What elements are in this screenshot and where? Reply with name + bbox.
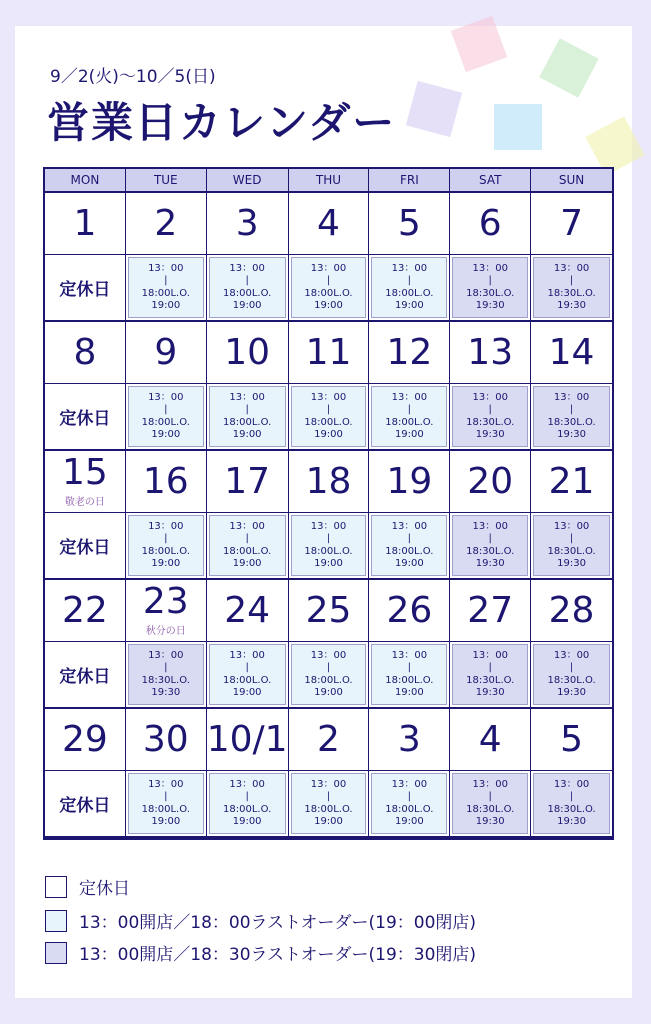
date-cell bbox=[207, 322, 289, 384]
date-cell bbox=[369, 709, 450, 771]
hours-open: 13：00 bbox=[391, 391, 428, 403]
hours-lo: 18:00L.O. bbox=[385, 545, 434, 557]
hours-sep: | bbox=[245, 275, 249, 286]
hours-open: 13：00 bbox=[310, 649, 347, 661]
hours-sep: | bbox=[245, 791, 249, 802]
hours-open: 13：00 bbox=[553, 262, 590, 274]
hours-cell bbox=[45, 771, 126, 838]
date-number: 16 bbox=[142, 460, 189, 502]
date-cell bbox=[289, 322, 370, 384]
hours-sep: | bbox=[488, 662, 492, 673]
date-cell bbox=[289, 709, 370, 771]
hours-1800-lo bbox=[291, 773, 367, 834]
hours-open: 13：00 bbox=[148, 520, 184, 532]
hours-lo: 18:00L.O. bbox=[141, 416, 190, 428]
hours-close: 19:30 bbox=[557, 300, 586, 311]
day-header-sun: SUN bbox=[531, 169, 612, 193]
hours-1800-lo bbox=[209, 515, 286, 576]
date-number: 5 bbox=[560, 718, 584, 760]
hours-cell bbox=[126, 642, 207, 709]
hours-close: 19:30 bbox=[475, 300, 505, 311]
hours-1800-lo bbox=[291, 644, 367, 705]
day-header-fri: FRI bbox=[369, 169, 450, 193]
hours-sep: | bbox=[488, 404, 492, 415]
hours-1800-lo bbox=[128, 773, 204, 834]
hours-close: 19:00 bbox=[314, 816, 343, 827]
legend-text: 定休日 bbox=[79, 879, 130, 899]
hours-open: 13：00 bbox=[229, 262, 265, 274]
hours-close: 19:00 bbox=[394, 429, 424, 440]
date-number: 28 bbox=[548, 589, 595, 631]
hours-lo: 18:00L.O. bbox=[223, 416, 272, 428]
date-cell bbox=[369, 322, 450, 384]
hours-1830-lo bbox=[452, 773, 528, 834]
date-cell bbox=[126, 709, 207, 771]
date-cell bbox=[369, 580, 450, 642]
hours-1800-lo bbox=[371, 515, 447, 576]
hours-close: 19:30 bbox=[557, 816, 586, 827]
date-number: 3 bbox=[397, 718, 421, 760]
hours-1800-lo bbox=[128, 386, 204, 447]
date-number: 17 bbox=[224, 460, 271, 502]
hours-1830-lo bbox=[533, 515, 610, 576]
date-number: 7 bbox=[560, 202, 584, 244]
page-title: 営業日カレンダー bbox=[47, 98, 397, 147]
hours-sep: | bbox=[164, 533, 168, 544]
date-cell bbox=[126, 580, 207, 642]
hours-open: 13：00 bbox=[472, 262, 508, 274]
hours-close: 19:30 bbox=[557, 558, 586, 569]
hours-close: 19:00 bbox=[394, 300, 424, 311]
hours-cell bbox=[45, 642, 126, 709]
date-number: 22 bbox=[62, 589, 108, 631]
hours-sep: | bbox=[164, 662, 168, 673]
date-number: 20 bbox=[467, 460, 514, 502]
hours-sep: | bbox=[326, 662, 331, 673]
hours-lo: 18:00L.O. bbox=[385, 416, 434, 428]
hours-open: 13：00 bbox=[229, 520, 265, 532]
hours-open: 13：00 bbox=[148, 262, 184, 274]
date-number: 5 bbox=[397, 202, 421, 244]
hours-lo: 18:30L.O. bbox=[141, 674, 190, 686]
legend-swatch bbox=[45, 910, 67, 932]
hours-open: 13：00 bbox=[553, 520, 590, 532]
date-cell bbox=[531, 322, 612, 384]
hours-open: 13：00 bbox=[391, 262, 428, 274]
hours-close: 19:00 bbox=[314, 429, 343, 440]
date-number: 11 bbox=[305, 331, 352, 373]
hours-1830-lo bbox=[533, 386, 610, 447]
date-cell bbox=[207, 193, 289, 255]
hours-sep: | bbox=[407, 662, 412, 673]
hours-lo: 18:30L.O. bbox=[466, 803, 515, 815]
hours-close: 19:30 bbox=[475, 558, 505, 569]
hours-open: 13：00 bbox=[391, 520, 428, 532]
hours-sep: | bbox=[407, 791, 412, 802]
hours-1830-lo bbox=[533, 773, 610, 834]
date-cell bbox=[45, 709, 126, 771]
hours-1800-lo bbox=[371, 257, 447, 318]
hours-open: 13：00 bbox=[148, 649, 184, 661]
hours-close: 19:00 bbox=[314, 687, 343, 698]
hours-lo: 18:30L.O. bbox=[547, 803, 596, 815]
hours-cell bbox=[369, 384, 450, 451]
date-cell bbox=[450, 709, 531, 771]
hours-lo: 18:30L.O. bbox=[547, 416, 596, 428]
date-number: 25 bbox=[305, 589, 352, 631]
hours-lo: 18:00L.O. bbox=[223, 674, 272, 686]
hours-close: 19:00 bbox=[151, 558, 181, 569]
hours-1830-lo bbox=[128, 644, 204, 705]
hours-close: 19:00 bbox=[394, 558, 424, 569]
hours-open: 13：00 bbox=[229, 649, 265, 661]
hours-1800-lo bbox=[291, 515, 367, 576]
hours-cell bbox=[450, 513, 531, 580]
hours-close: 19:00 bbox=[232, 558, 262, 569]
date-number: 30 bbox=[142, 718, 189, 760]
date-number: 4 bbox=[317, 202, 340, 244]
hours-cell bbox=[369, 255, 450, 322]
hours-sep: | bbox=[407, 404, 412, 415]
date-cell bbox=[450, 451, 531, 513]
hours-cell bbox=[45, 513, 126, 580]
hours-open: 13：00 bbox=[553, 649, 590, 661]
hours-sep: | bbox=[569, 275, 574, 286]
legend-swatch bbox=[45, 942, 67, 964]
hours-sep: | bbox=[164, 404, 168, 415]
hours-sep: | bbox=[569, 662, 574, 673]
hours-sep: | bbox=[326, 533, 331, 544]
holiday-label: 敬老の日 bbox=[64, 497, 105, 508]
hours-cell bbox=[289, 513, 370, 580]
date-number: 2 bbox=[154, 202, 178, 244]
hours-lo: 18:30L.O. bbox=[547, 287, 596, 299]
hours-sep: | bbox=[326, 275, 331, 286]
hours-cell bbox=[450, 255, 531, 322]
hours-1800-lo bbox=[209, 773, 286, 834]
legend-text: 13：00開店／18：30ラストオーダー(19：30閉店) bbox=[79, 945, 477, 965]
hours-cell bbox=[289, 384, 370, 451]
hours-lo: 18:00L.O. bbox=[385, 287, 434, 299]
hours-open: 13：00 bbox=[472, 778, 508, 790]
date-cell bbox=[450, 193, 531, 255]
hours-sep: | bbox=[164, 791, 168, 802]
day-header-mon: MON bbox=[45, 169, 126, 193]
date-number: 15 bbox=[62, 452, 108, 493]
date-number: 13 bbox=[467, 331, 514, 373]
day-header-tue: TUE bbox=[126, 169, 207, 193]
legend-swatch bbox=[45, 876, 67, 898]
date-number: 27 bbox=[467, 589, 514, 631]
hours-sep: | bbox=[326, 791, 331, 802]
date-cell bbox=[531, 580, 612, 642]
hours-1800-lo bbox=[128, 257, 204, 318]
hours-sep: | bbox=[245, 404, 249, 415]
date-number: 6 bbox=[478, 202, 502, 244]
date-number: 24 bbox=[224, 589, 271, 631]
hours-lo: 18:00L.O. bbox=[304, 287, 353, 299]
hours-lo: 18:30L.O. bbox=[466, 545, 515, 557]
hours-cell bbox=[289, 255, 370, 322]
hours-lo: 18:00L.O. bbox=[304, 803, 353, 815]
hours-open: 13：00 bbox=[391, 778, 428, 790]
closed-day-label: 定休日 bbox=[59, 409, 111, 429]
date-cell bbox=[531, 193, 612, 255]
hours-lo: 18:30L.O. bbox=[466, 287, 515, 299]
hours-cell bbox=[207, 255, 289, 322]
hours-1830-lo bbox=[452, 257, 528, 318]
hours-cell bbox=[450, 771, 531, 838]
hours-lo: 18:00L.O. bbox=[304, 545, 353, 557]
hours-open: 13：00 bbox=[472, 520, 508, 532]
closed-day-label: 定休日 bbox=[59, 796, 111, 816]
hours-cell bbox=[531, 642, 612, 709]
hours-cell bbox=[289, 771, 370, 838]
date-cell bbox=[369, 451, 450, 513]
hours-sep: | bbox=[407, 533, 412, 544]
legend-item-a bbox=[45, 908, 476, 933]
date-cell bbox=[45, 193, 126, 255]
date-range: 9／2(火)〜10／5(日) bbox=[50, 67, 216, 87]
date-number: 4 bbox=[478, 718, 502, 760]
hours-cell bbox=[369, 642, 450, 709]
date-cell bbox=[126, 322, 207, 384]
legend-item-closed bbox=[45, 874, 130, 899]
hours-cell bbox=[369, 771, 450, 838]
hours-open: 13：00 bbox=[310, 520, 347, 532]
hours-lo: 18:30L.O. bbox=[466, 416, 515, 428]
date-cell bbox=[531, 451, 612, 513]
hours-cell bbox=[126, 771, 207, 838]
closed-day-label: 定休日 bbox=[59, 538, 111, 558]
hours-1800-lo bbox=[209, 257, 286, 318]
date-cell bbox=[289, 451, 370, 513]
hours-close: 19:00 bbox=[314, 558, 343, 569]
date-cell bbox=[207, 580, 289, 642]
hours-cell bbox=[531, 255, 612, 322]
hours-open: 13：00 bbox=[229, 778, 265, 790]
date-cell bbox=[45, 451, 126, 513]
date-number: 8 bbox=[73, 331, 97, 373]
date-number: 19 bbox=[386, 460, 433, 502]
day-header-wed: WED bbox=[207, 169, 289, 193]
hours-cell bbox=[531, 771, 612, 838]
date-number: 1 bbox=[73, 202, 97, 244]
hours-cell bbox=[531, 513, 612, 580]
hours-1800-lo bbox=[371, 386, 447, 447]
holiday-label: 秋分の日 bbox=[145, 626, 186, 637]
hours-lo: 18:00L.O. bbox=[141, 287, 190, 299]
date-cell bbox=[126, 193, 207, 255]
hours-cell bbox=[207, 513, 289, 580]
hours-lo: 18:00L.O. bbox=[223, 287, 272, 299]
hours-lo: 18:00L.O. bbox=[141, 545, 190, 557]
hours-close: 19:00 bbox=[232, 429, 262, 440]
date-number: 23 bbox=[142, 581, 189, 622]
hours-close: 19:30 bbox=[475, 816, 505, 827]
hours-close: 19:00 bbox=[314, 300, 343, 311]
date-cell bbox=[450, 580, 531, 642]
day-header-sat: SAT bbox=[450, 169, 531, 193]
hours-1830-lo bbox=[452, 515, 528, 576]
hours-cell bbox=[207, 384, 289, 451]
date-cell bbox=[126, 451, 207, 513]
hours-open: 13：00 bbox=[310, 262, 347, 274]
hours-sep: | bbox=[488, 791, 492, 802]
hours-cell bbox=[126, 513, 207, 580]
hours-lo: 18:30L.O. bbox=[466, 674, 515, 686]
date-number: 10/1 bbox=[206, 718, 288, 760]
hours-lo: 18:00L.O. bbox=[223, 803, 272, 815]
date-number: 14 bbox=[548, 331, 595, 373]
date-cell bbox=[450, 322, 531, 384]
hours-close: 19:00 bbox=[232, 816, 262, 827]
hours-close: 19:00 bbox=[232, 687, 262, 698]
hours-lo: 18:00L.O. bbox=[385, 674, 434, 686]
date-cell bbox=[207, 451, 289, 513]
date-number: 29 bbox=[62, 718, 108, 760]
hours-cell bbox=[289, 642, 370, 709]
hours-1800-lo bbox=[371, 644, 447, 705]
blue-square-decoration bbox=[494, 104, 542, 150]
date-cell bbox=[289, 193, 370, 255]
date-cell bbox=[531, 709, 612, 771]
hours-1830-lo bbox=[533, 257, 610, 318]
date-number: 18 bbox=[305, 460, 352, 502]
hours-open: 13：00 bbox=[310, 778, 347, 790]
hours-open: 13：00 bbox=[472, 649, 508, 661]
closed-day-label: 定休日 bbox=[59, 667, 111, 687]
calendar-grid bbox=[43, 167, 614, 840]
hours-cell bbox=[126, 255, 207, 322]
hours-close: 19:30 bbox=[557, 429, 586, 440]
hours-sep: | bbox=[245, 533, 249, 544]
date-number: 26 bbox=[386, 589, 433, 631]
hours-cell bbox=[207, 771, 289, 838]
hours-lo: 18:30L.O. bbox=[547, 545, 596, 557]
hours-close: 19:00 bbox=[394, 687, 424, 698]
hours-cell bbox=[207, 642, 289, 709]
hours-open: 13：00 bbox=[391, 649, 428, 661]
hours-open: 13：00 bbox=[148, 778, 184, 790]
hours-close: 19:30 bbox=[151, 687, 181, 698]
hours-lo: 18:30L.O. bbox=[547, 674, 596, 686]
date-number: 2 bbox=[317, 718, 340, 760]
hours-sep: | bbox=[569, 533, 574, 544]
hours-sep: | bbox=[326, 404, 331, 415]
hours-sep: | bbox=[407, 275, 412, 286]
hours-sep: | bbox=[245, 662, 249, 673]
date-number: 21 bbox=[548, 460, 595, 502]
hours-1800-lo bbox=[209, 386, 286, 447]
hours-cell bbox=[45, 255, 126, 322]
legend-text: 13：00開店／18：00ラストオーダー(19：00閉店) bbox=[79, 913, 477, 933]
hours-sep: | bbox=[569, 791, 574, 802]
hours-close: 19:30 bbox=[475, 429, 505, 440]
hours-cell bbox=[126, 384, 207, 451]
hours-close: 19:00 bbox=[151, 816, 181, 827]
hours-cell bbox=[450, 642, 531, 709]
date-cell bbox=[45, 322, 126, 384]
hours-open: 13：00 bbox=[553, 778, 590, 790]
hours-sep: | bbox=[569, 404, 574, 415]
date-cell bbox=[369, 193, 450, 255]
hours-sep: | bbox=[164, 275, 168, 286]
hours-lo: 18:00L.O. bbox=[141, 803, 190, 815]
hours-close: 19:30 bbox=[475, 687, 505, 698]
hours-close: 19:30 bbox=[557, 687, 586, 698]
hours-1800-lo bbox=[371, 773, 447, 834]
hours-1800-lo bbox=[128, 515, 204, 576]
hours-1800-lo bbox=[291, 386, 367, 447]
hours-open: 13：00 bbox=[553, 391, 590, 403]
hours-1830-lo bbox=[452, 386, 528, 447]
hours-lo: 18:00L.O. bbox=[304, 674, 353, 686]
hours-lo: 18:00L.O. bbox=[304, 416, 353, 428]
hours-lo: 18:00L.O. bbox=[385, 803, 434, 815]
hours-cell bbox=[369, 513, 450, 580]
hours-close: 19:00 bbox=[151, 300, 181, 311]
hours-close: 19:00 bbox=[232, 300, 262, 311]
hours-close: 19:00 bbox=[394, 816, 424, 827]
date-number: 10 bbox=[224, 331, 271, 373]
hours-1830-lo bbox=[452, 644, 528, 705]
hours-close: 19:00 bbox=[151, 429, 181, 440]
hours-open: 13：00 bbox=[310, 391, 347, 403]
hours-lo: 18:00L.O. bbox=[223, 545, 272, 557]
hours-sep: | bbox=[488, 533, 492, 544]
day-header-thu: THU bbox=[289, 169, 370, 193]
hours-1800-lo bbox=[291, 257, 367, 318]
hours-open: 13：00 bbox=[148, 391, 184, 403]
date-cell bbox=[289, 580, 370, 642]
date-number: 12 bbox=[386, 331, 433, 373]
date-cell bbox=[207, 709, 289, 771]
legend-item-b bbox=[45, 940, 476, 965]
hours-cell bbox=[450, 384, 531, 451]
date-cell bbox=[45, 580, 126, 642]
hours-cell bbox=[45, 384, 126, 451]
date-number: 9 bbox=[154, 331, 178, 373]
hours-cell bbox=[531, 384, 612, 451]
hours-1800-lo bbox=[209, 644, 286, 705]
hours-open: 13：00 bbox=[229, 391, 265, 403]
hours-open: 13：00 bbox=[472, 391, 508, 403]
hours-1830-lo bbox=[533, 644, 610, 705]
closed-day-label: 定休日 bbox=[59, 280, 111, 300]
date-number: 3 bbox=[235, 202, 259, 244]
hours-sep: | bbox=[488, 275, 492, 286]
